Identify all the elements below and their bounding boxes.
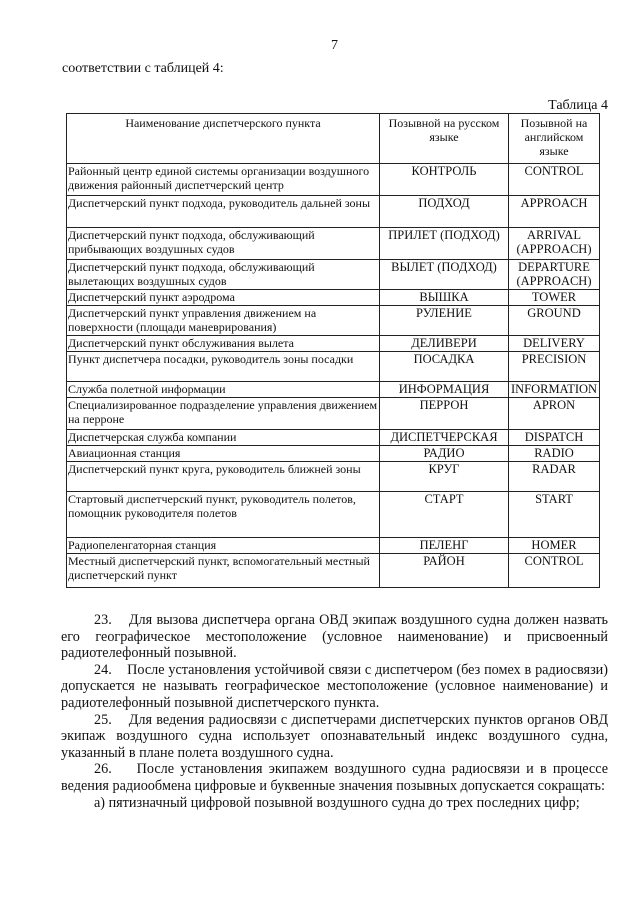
- paragraph-23: 23. Для вызова диспетчера органа ОВД экипаж воздушного судна должен назвать его географическое местоположение (условное наименование) и присвоенный радиотелефонный позывной.: [61, 612, 608, 662]
- row-name: Диспетчерский пункт управления движением на поверхности (площади маневрирования): [67, 306, 380, 336]
- table-row: [67, 290, 600, 306]
- row-name: Диспетчерский пункт подхода, обслуживающий прибывающих воздушных судов: [67, 228, 380, 260]
- row-ru: ПЕРРОН: [380, 398, 509, 430]
- row-ru: ДЕЛИВЕРИ: [380, 336, 509, 352]
- row-en: ARRIVAL (APPROACH): [509, 228, 600, 260]
- row-ru: ВЫШКА: [380, 290, 509, 306]
- table-header-row: [67, 114, 600, 164]
- row-ru: ПОДХОД: [380, 196, 509, 228]
- row-en: GROUND: [509, 306, 600, 336]
- row-en: RADIO: [509, 446, 600, 462]
- row-ru: ПЕЛЕНГ: [380, 538, 509, 554]
- row-name: Стартовый диспетчерский пункт, руководитель полетов, помощник руководителя полетов: [67, 492, 380, 538]
- row-ru: ВЫЛЕТ (ПОДХОД): [380, 260, 509, 290]
- table-row: [67, 430, 600, 446]
- row-name: Служба полетной информации: [67, 382, 380, 398]
- table-row: [67, 398, 600, 430]
- paragraph-24: 24. После установления устойчивой связи с диспетчером (без помех в радиосвязи) допускается не называть географическое местоположение (условное наименование) и радиотелефонный позывной диспетчерского пункта.: [61, 661, 608, 711]
- row-en: CONTROL: [509, 554, 600, 588]
- page-number: 7: [331, 38, 338, 53]
- table-row: [67, 462, 600, 492]
- table-row: [67, 196, 600, 228]
- row-name: Диспетчерский пункт круга, руководитель ближней зоны: [67, 462, 380, 492]
- row-en: DELIVERY: [509, 336, 600, 352]
- table-row: [67, 336, 600, 352]
- row-en: DEPARTURE (APPROACH): [509, 260, 600, 290]
- row-ru: ПОСАДКА: [380, 352, 509, 382]
- row-name: Пункт диспетчера посадки, руководитель зоны посадки: [67, 352, 380, 382]
- table-row: [67, 446, 600, 462]
- header-ru: Позывной на русском языке: [380, 114, 509, 164]
- row-name: Местный диспетчерский пункт, вспомогательный местный диспетчерский пункт: [67, 554, 380, 588]
- row-en: TOWER: [509, 290, 600, 306]
- row-en: APPROACH: [509, 196, 600, 228]
- row-name: Специализированное подразделение управления движением на перроне: [67, 398, 380, 430]
- table-row: [67, 554, 600, 588]
- row-name: Диспетчерский пункт подхода, руководитель дальней зоны: [67, 196, 380, 228]
- intro-text: соответствии с таблицей 4:: [62, 61, 224, 76]
- row-en: PRECISION: [509, 352, 600, 382]
- row-name: Диспетчерская служба компании: [67, 430, 380, 446]
- row-en: DISPATCH: [509, 430, 600, 446]
- table-row: [67, 382, 600, 398]
- row-name: Авиационная станция: [67, 446, 380, 462]
- row-en: CONTROL: [509, 164, 600, 196]
- table-row: [67, 538, 600, 554]
- table-caption: Таблица 4: [548, 98, 608, 113]
- table-row: [67, 306, 600, 336]
- row-en: INFORMATION: [509, 382, 600, 398]
- table-row: [67, 260, 600, 290]
- row-name: Радиопеленгаторная станция: [67, 538, 380, 554]
- row-ru: ИНФОРМАЦИЯ: [380, 382, 509, 398]
- paragraph-26a: а) пятизначный цифровой позывной воздушного судна до трех последних цифр;: [94, 794, 580, 811]
- callsign-table: [66, 113, 600, 588]
- header-en: Позывной на английском языке: [509, 114, 600, 164]
- row-en: START: [509, 492, 600, 538]
- header-name: Наименование диспетчерского пункта: [67, 114, 380, 164]
- row-name: Диспетчерский пункт обслуживания вылета: [67, 336, 380, 352]
- paragraph-25: 25. Для ведения радиосвязи с диспетчерами диспетчерских пунктов органов ОВД экипаж воздушного судна использует опознавательный индекс воздушного судна, указанный в плане полета воздушного судна.: [61, 711, 608, 761]
- row-en: RADAR: [509, 462, 600, 492]
- row-name: Диспетчерский пункт подхода, обслуживающий вылетающих воздушных судов: [67, 260, 380, 290]
- table-row: [67, 352, 600, 382]
- row-en: HOMER: [509, 538, 600, 554]
- row-ru: РАДИО: [380, 446, 509, 462]
- row-ru: ПРИЛЕТ (ПОДХОД): [380, 228, 509, 260]
- row-ru: КОНТРОЛЬ: [380, 164, 509, 196]
- row-name: Диспетчерский пункт аэродрома: [67, 290, 380, 306]
- row-ru: КРУГ: [380, 462, 509, 492]
- row-en: APRON: [509, 398, 600, 430]
- row-name: Районный центр единой системы организации воздушного движения районный диспетчерский центр: [67, 164, 380, 196]
- row-ru: РУЛЕНИЕ: [380, 306, 509, 336]
- table-row: [67, 164, 600, 196]
- row-ru: РАЙОН: [380, 554, 509, 588]
- table-row: [67, 492, 600, 538]
- row-ru: СТАРТ: [380, 492, 509, 538]
- paragraph-26: 26. После установления экипажем воздушного судна радиосвязи и в процессе ведения радиообмена цифровые и буквенные значения позывных допускается сокращать:: [61, 761, 608, 794]
- table-row: [67, 228, 600, 260]
- row-ru: ДИСПЕТЧЕРСКАЯ: [380, 430, 509, 446]
- body-text: [61, 612, 608, 811]
